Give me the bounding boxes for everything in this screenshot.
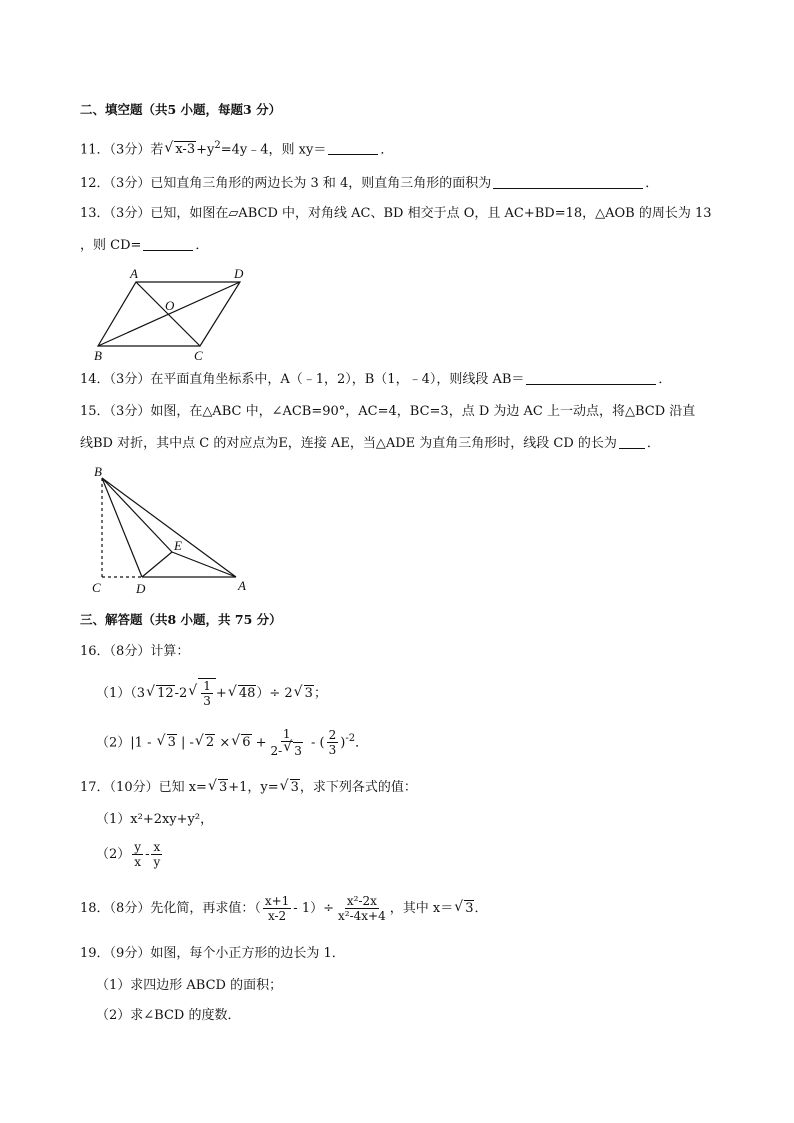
label-b: B <box>94 348 102 363</box>
label-e: E <box>174 538 182 553</box>
question-14 <box>80 370 671 390</box>
q16-p2-c: × <box>215 735 231 751</box>
q17-frac-xy <box>151 840 162 869</box>
frac-den-text: 2- <box>270 743 283 758</box>
q15-end: ． <box>646 436 660 451</box>
q11-radicand: x-3 <box>175 142 196 158</box>
q14-end: ． <box>658 372 672 387</box>
q16-p2-frac2 <box>327 728 339 757</box>
frac-num: y <box>134 840 142 854</box>
radicand-3: 3 <box>294 743 302 758</box>
question-12 <box>80 174 658 194</box>
segment-ea <box>172 552 236 577</box>
label-d: D <box>234 266 244 281</box>
q11-y2: +y <box>196 142 215 158</box>
radicand-3: 3 <box>167 735 176 751</box>
q16-p2-b: | - <box>176 735 194 751</box>
q16-p1-sqrt12 <box>146 679 175 709</box>
radicand-12: 12 <box>157 686 174 701</box>
question-19-part1: （1）求四边形 ABCD 的面积； <box>96 978 283 993</box>
q16-p2-plus: + <box>251 735 267 751</box>
q16-p1-b: -2 <box>174 686 188 701</box>
label-d: D <box>136 581 146 596</box>
question-16-head: 16．（8分）计算： <box>80 644 190 659</box>
q16-p2-end: ． <box>355 735 369 751</box>
q11-sqrt <box>164 140 196 160</box>
q16-p2-d: - ( <box>306 735 325 751</box>
frac-num: x²-2x <box>346 894 377 908</box>
radicand-3: 3 <box>465 901 474 916</box>
q16-p1-c: ）÷ 2 <box>256 686 293 701</box>
radicand-2: 2 <box>205 735 215 751</box>
frac-den: 3 <box>328 743 337 758</box>
q17-mid: +1，y= <box>228 780 279 795</box>
q11-tail: =4y﹣4，则 xy＝ <box>220 142 327 158</box>
q11-answer-blank[interactable] <box>328 140 378 155</box>
radicand-3: 3 <box>218 780 228 795</box>
question-17-part2 <box>96 840 164 870</box>
question-16-part2 <box>96 724 368 759</box>
frac-num: x+1 <box>264 894 290 908</box>
q12-answer-blank[interactable] <box>493 174 643 189</box>
q16-p1-sqrt48 <box>228 679 257 709</box>
q16-p1-sqrt3 <box>294 679 314 709</box>
q17-frac-yx <box>132 840 143 869</box>
q17-sqrt3a <box>208 778 228 798</box>
q16-p1-frac-wrap <box>198 678 216 708</box>
question-17-head <box>80 778 417 798</box>
q16-p2-sqrt3 <box>157 728 177 758</box>
frac-den-sqrt3 <box>283 742 303 759</box>
q12-text: 12．（3分）已知直角三角形的两边长为 3 和 4，则直角三角形的面积为 <box>80 176 492 191</box>
diagonal-bd <box>98 282 240 346</box>
q18-frac1 <box>263 894 291 923</box>
section-2-title: 二、填空题（共5 小题，每题3 分） <box>80 102 282 117</box>
radicand-3: 3 <box>304 686 313 701</box>
q18-a: - 1）÷ <box>293 901 334 916</box>
question-17-part1: （1）x²+2xy+y²， <box>96 812 214 827</box>
q14-text: 14．（3分）在平面直角坐标系中，A（﹣1，2），B（1，﹣4），则线段 AB＝ <box>80 372 525 387</box>
label-c: C <box>194 348 203 363</box>
question-18 <box>80 894 488 924</box>
segment-de <box>142 552 172 577</box>
frac-den: x²-4x+4 <box>338 909 386 923</box>
frac-den: x <box>134 855 142 869</box>
label-a: A <box>130 266 138 281</box>
frac-num: √ 1 <box>203 679 211 693</box>
q13-answer-blank[interactable] <box>143 236 193 251</box>
q16-p1-plus: + <box>215 686 227 701</box>
q16-p2-label: （2） <box>96 735 131 751</box>
q11-sup: 2 <box>214 140 221 151</box>
q18-sqrt3 <box>454 894 474 924</box>
question-19-head: 19．（9分）如图，每个小正方形的边长为 1． <box>80 946 345 961</box>
question-15-line1: 15．（3分）如图，在△ABC 中，∠ACB=90°，AC=4，BC=3，点 D 为边 AC 上一动点，将△BCD 沿直 <box>80 404 696 419</box>
q11-end: ． <box>380 142 394 158</box>
frac-den: y <box>153 855 161 869</box>
label-o: O <box>165 298 175 313</box>
q16-p2-a: |1 - <box>130 735 156 751</box>
q17-p2-label: （2） <box>96 847 131 862</box>
q16-p2-e: ) <box>340 735 346 751</box>
section-3-title: 三、解答题（共8 小题，共 75 分） <box>80 612 282 627</box>
question-19-part2: （2）求∠BCD 的度数． <box>96 1008 241 1023</box>
segment-be <box>102 478 172 552</box>
q16-p2-sqrt6 <box>231 728 251 758</box>
q17-sqrt3b <box>280 778 300 798</box>
radicand-3: 3 <box>290 780 299 795</box>
frac-den <box>269 742 305 759</box>
figure-13-parallelogram <box>88 264 268 364</box>
q13-end: ． <box>195 238 209 253</box>
question-15-line2 <box>80 434 660 454</box>
q12-end: ． <box>645 176 659 191</box>
question-13-line1: 13．（3分）已知，如图在▱ABCD 中，对角线 AC、BD 相交于点 O，且 AC+BD=18，△AOB 的周长为 13 <box>80 206 712 221</box>
radicand-48: 48 <box>238 686 256 701</box>
frac-den: 3 <box>203 694 211 708</box>
q16-p1-label: （1） <box>96 686 131 701</box>
radicand-6: 6 <box>242 735 251 751</box>
question-16-part1 <box>96 678 327 709</box>
label-b: B <box>94 464 102 479</box>
label-c: C <box>92 580 101 595</box>
q16-p1-a: （3 <box>130 686 146 701</box>
question-11 <box>80 136 393 160</box>
frac-num: 1 <box>282 726 291 741</box>
q14-answer-blank[interactable] <box>526 370 656 385</box>
question-13-line2 <box>80 236 208 256</box>
q16-p1-sqrt-frac <box>188 678 216 709</box>
frac-num: x <box>153 840 161 854</box>
q17-tail: ，求下列各式的值： <box>299 780 417 795</box>
q16-p1-frac <box>201 679 213 708</box>
frac-den: x-2 <box>267 909 287 923</box>
q11-prefix: 11．（3分）若 <box>80 142 164 158</box>
q16-p2-sqrt2 <box>195 728 215 758</box>
q15-line2-text: 线BD 对折，其中点 C 的对应点为E，连接 AE，当△ADE 为直角三角形时，线段 CD 的长为 <box>80 436 617 451</box>
q16-p1-end: ； <box>313 686 327 701</box>
frac-num: 2 <box>328 728 337 743</box>
q15-answer-blank[interactable] <box>619 434 645 449</box>
q18-b: ，其中 x＝ <box>389 901 454 916</box>
q17-head-text: 17．（10分）已知 x= <box>80 780 207 795</box>
q18-end: ． <box>474 901 488 916</box>
q13-line2-text: ，则 CD= <box>80 238 142 253</box>
q16-p2-frac1 <box>269 727 305 759</box>
q16-p2-exponent: -2 <box>345 733 356 744</box>
label-a: A <box>238 578 246 593</box>
figure-15-triangle <box>90 466 260 596</box>
q18-frac2 <box>336 894 388 923</box>
q18-head: 18．（8分）先化简，再求值：（ <box>80 901 261 916</box>
q17-minus: - <box>145 847 150 862</box>
